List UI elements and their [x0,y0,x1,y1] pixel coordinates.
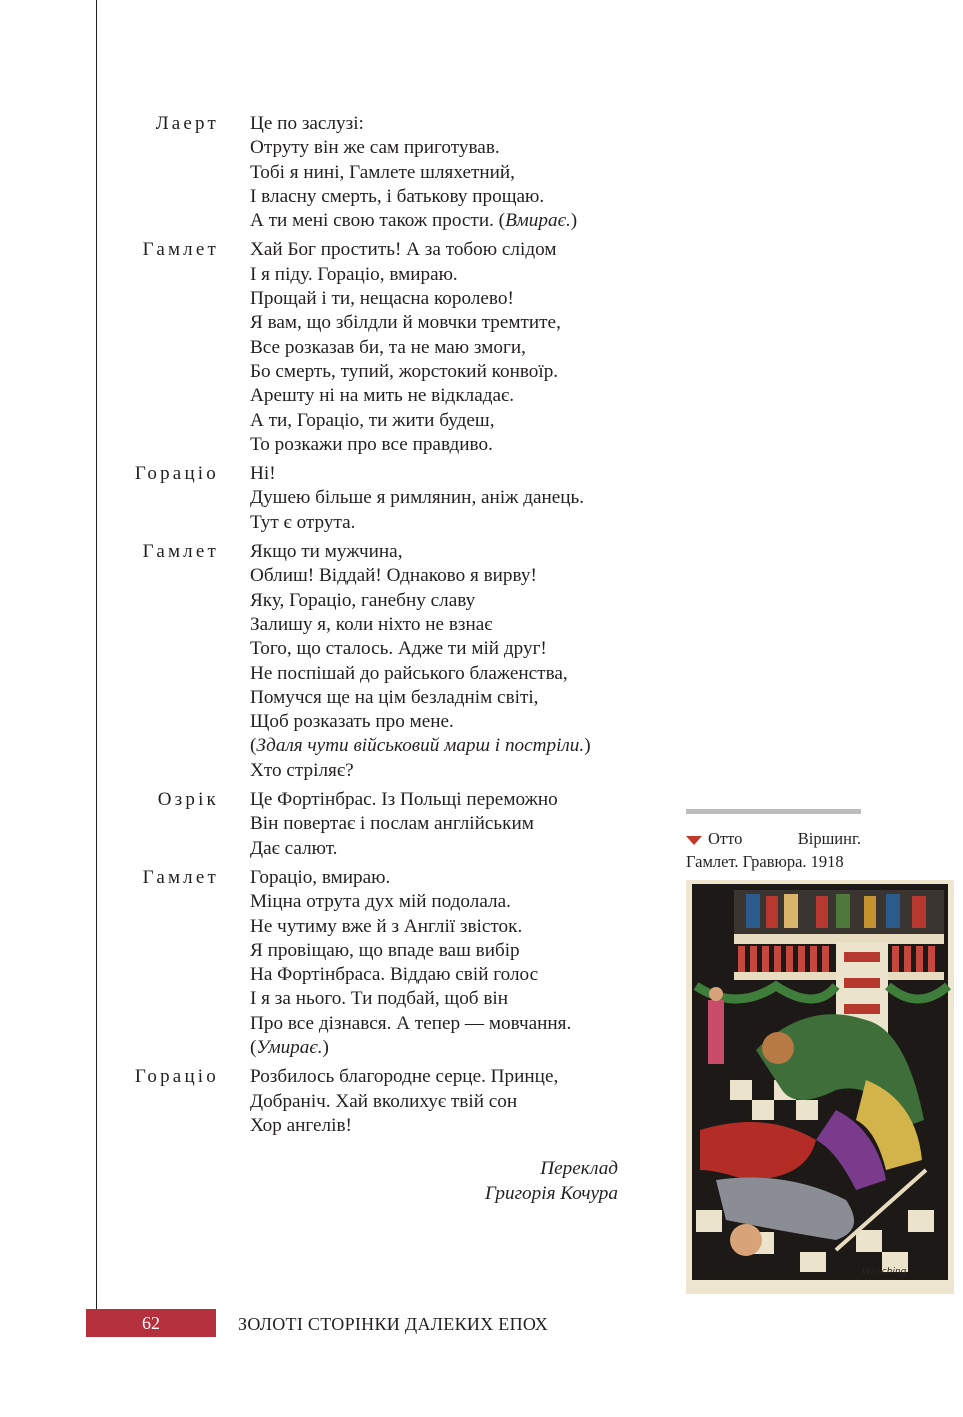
speaker-name: Гораціо [134,463,219,485]
caption-marker-icon [686,836,702,845]
verse-line: Не чутиму вже й з Англії звісток. [250,915,523,937]
verse-line: Прощай і ти, нещасна королево! [250,288,514,310]
caption-rule [686,809,861,814]
verse-line: То розкажи про все правдиво. [250,433,493,455]
verse-line: Це Фортінбрас. Із Польщі переможно [250,789,558,811]
verse-line: Розбилось благородне серце. Принце, [250,1066,559,1088]
verse-line: Добраніч. Хай вколихує твій сон [250,1090,518,1112]
verse-line: Хор ангелів! [250,1114,352,1136]
verse-line: Помучся ще на цім безладнім світі, [250,686,539,708]
speaker-name: Гораціо [134,1066,219,1088]
verse-line: Того, що сталось. Адже ти мій друг! [250,638,547,660]
verse-line: Гораціо, вмираю. [250,866,391,888]
speaker-name: Гамлет [142,541,219,563]
verse-line: Дає салют. [250,837,338,859]
verse-line: Все розказав би, та не маю змоги, [250,336,526,358]
translator-name: Григорія Кочура [485,1183,618,1204]
verse-line: А ти мені свою також прости. (Вмирає.) [250,210,578,232]
caption-title: Гамлет. Гравюра. 1918 [686,852,844,871]
verse-line: (Здаля чути військовий марш і постріли.) [250,735,591,757]
verse-line: І власну смерть, і батькову прощаю. [250,185,545,207]
speaker-name: Озрік [157,789,219,811]
verse-line: На Фортінбраса. Віддаю свій голос [250,964,539,986]
verse-line: І я за нього. Ти подбай, щоб він [250,988,508,1010]
speech-lines [250,238,648,457]
speaker-name: Гамлет [142,239,219,261]
speech-lines [250,1065,648,1138]
dialogue-block [118,866,648,1060]
verse-line: Це по заслузі: [250,113,364,134]
verse-line: Облиш! Віддай! Однаково я вирву! [250,565,537,587]
verse-line: Про все дізнався. А тепер — мовчання. [250,1012,572,1034]
caption-author-line [686,827,861,850]
verse-line: І я піду. Гораціо, вмираю. [250,263,458,285]
verse-line: Отруту він же сам приготував. [250,137,500,159]
credit-label: Переклад [540,1158,618,1179]
verse-line: Щоб розказать про мене. [250,711,454,733]
stage-direction: Вмирає. [505,210,571,232]
verse-line: Він повертає і послам англійським [250,813,534,835]
verse-line: Якщо ти мужчина, [250,541,403,563]
verse-line: Я провіщаю, що впаде ваш вибір [250,939,520,961]
page-number-bar [86,1309,216,1337]
verse-line: Залишу я, коли ніхто не взнає [250,613,493,635]
engraving-signature: Wirsching [862,1267,907,1277]
verse-line: Не поспішай до райського блаженства, [250,662,568,684]
caption-surname: Віршинг. [797,829,861,848]
verse-line: Я вам, що збілдли й мовчки тремтите, [250,312,561,334]
image-caption [686,827,861,873]
dialogue-block [118,788,648,861]
dialogue-block [118,238,648,457]
speech-lines [250,788,648,861]
verse-line: Міцна отрута дух мій подолала. [250,891,511,913]
verse-line: Хай Бог простить! А за тобою слідом [250,239,557,261]
running-title: ЗОЛОТІ СТОРІНКИ ДАЛЕКИХ ЕПОХ [238,1314,549,1334]
speaker-name: Гамлет [142,866,219,888]
speech-lines [250,462,648,535]
verse-line: Яку, Гораціо, ганебну славу [250,589,476,611]
verse-line: Душею більше я римлянин, аніж данець. [250,487,585,509]
margin-rule [96,0,97,1310]
verse-line: Тобі я нині, Гамлете шляхетний, [250,161,515,183]
verse-line: Ні! [250,463,276,485]
dialogue-block [118,1065,648,1138]
dialogue-block [118,462,648,535]
speaker-name: Лаерт [155,113,219,134]
page-number: 62 [142,1313,160,1333]
verse-line: Тут є отрута. [250,511,356,533]
speech-lines [250,540,648,783]
verse-line: Арешту ні на мить не відкладає. [250,385,515,407]
play-text [118,112,648,1143]
speech-lines [250,866,648,1060]
verse-line: А ти, Гораціо, ти жити будеш, [250,409,495,431]
hamlet-engraving [686,880,954,1294]
speech-lines [250,112,648,233]
verse-line: Хто стріляє? [250,759,354,781]
stage-direction: Умирає. [256,1036,323,1058]
stage-direction: Здаля чути військовий марш і постріли. [256,735,585,757]
translation-credit [440,1156,618,1206]
caption-first: Отто [686,827,742,850]
dialogue-block [118,112,648,233]
verse-line: (Умирає.) [250,1036,329,1058]
verse-line: Бо смерть, тупий, жорстокий конвоїр. [250,360,559,382]
dialogue-block [118,540,648,783]
